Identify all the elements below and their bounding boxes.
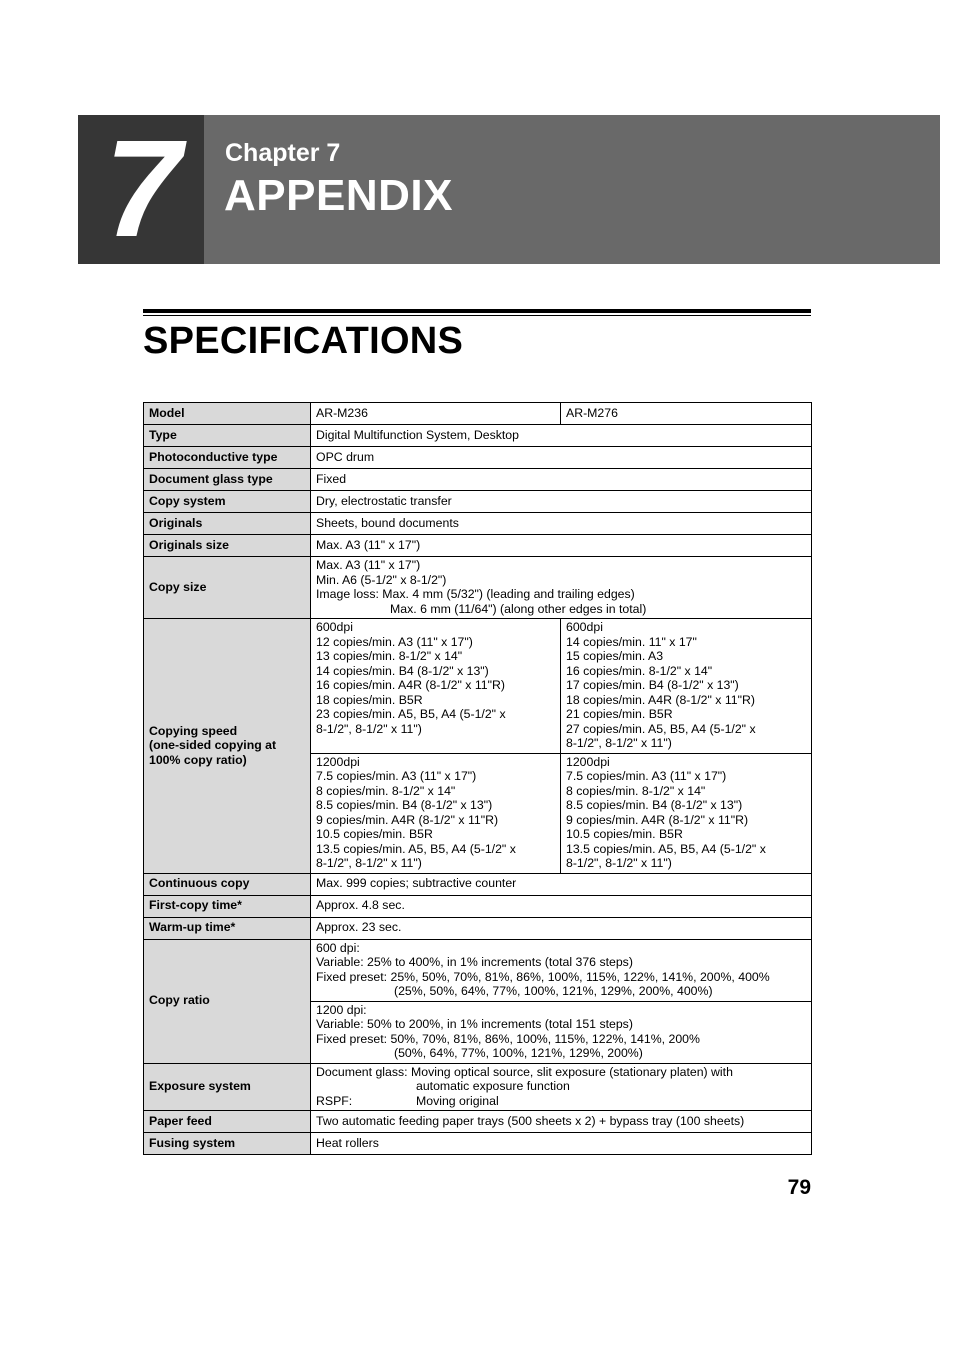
text-line: 8.5 copies/min. B4 (8-1/2" x 13") <box>316 798 493 812</box>
model-a: AR-M236 <box>311 403 561 425</box>
row-value: Approx. 4.8 sec. <box>311 895 812 917</box>
text-line <box>316 1094 806 1109</box>
row-value: Fixed <box>311 469 812 491</box>
table-row <box>144 447 812 469</box>
table-row <box>144 917 812 939</box>
text-line: Max. A3 (11" x 17") <box>316 558 421 572</box>
row-label: Originals <box>144 513 311 535</box>
text-line: Fixed preset: 25%, 50%, 70%, 81%, 86%, 100%, 115%, 122%, 141%, 200%, 400% <box>316 969 770 984</box>
row-value: Sheets, bound documents <box>311 513 812 535</box>
text-line: 16 copies/min. 8-1/2" x 14" <box>566 663 713 678</box>
chapter-banner <box>78 112 940 266</box>
row-value: Digital Multifunction System, Desktop <box>311 425 812 447</box>
text-line: Variable: 25% to 400%, in 1% increments (total 376 steps) <box>316 955 633 969</box>
row-label: Copy system <box>144 491 311 513</box>
section-rule-thick <box>143 309 811 313</box>
model-b: AR-M276 <box>561 403 812 425</box>
text-line: (50%, 64%, 77%, 100%, 121%, 129%, 200%) <box>394 1046 643 1060</box>
text-line: 23 copies/min. A5, B5, A4 (5-1/2" x <box>316 707 506 721</box>
label-line: 100% copy ratio) <box>149 752 247 767</box>
text-line: 8-1/2", 8-1/2" x 11") <box>566 736 672 750</box>
label-line: (one-sided copying at <box>149 738 277 752</box>
row-label: Document glass type <box>144 469 311 491</box>
row-label: Originals size <box>144 535 311 557</box>
text-line: 18 copies/min. A4R (8-1/2" x 11"R) <box>566 692 755 707</box>
text-line: 12 copies/min. A3 (11" x 17") <box>316 634 473 649</box>
chapter-label: Chapter 7 <box>225 139 341 167</box>
row-value: Dry, electrostatic transfer <box>311 491 812 513</box>
row-label: Type <box>144 425 311 447</box>
speed-1200-b <box>561 753 812 873</box>
section-rule-thin <box>143 315 811 316</box>
table-row <box>144 1063 812 1111</box>
row-label: Paper feed <box>144 1111 311 1133</box>
row-label: Copy size <box>144 557 311 619</box>
text-line: 1200 dpi: <box>316 1002 367 1017</box>
table-row <box>144 513 812 535</box>
table-row <box>144 939 812 1001</box>
speed-600-b <box>561 619 812 754</box>
text-line: Max. 6 mm (11/64") (along other edges in total) <box>390 601 647 616</box>
rspf-value: Moving original <box>416 1093 499 1108</box>
table-row <box>144 895 812 917</box>
text-line: (25%, 50%, 64%, 77%, 100%, 121%, 129%, 200%, 400%) <box>394 984 713 998</box>
table-row <box>144 1111 812 1133</box>
text-line: 15 copies/min. A3 <box>566 649 664 663</box>
text-line: 13 copies/min. 8-1/2" x 14" <box>316 649 463 663</box>
row-label <box>144 619 311 874</box>
table-row <box>144 619 812 754</box>
text-line: 14 copies/min. 11" x 17" <box>566 634 697 649</box>
text-line: 8 copies/min. 8-1/2" x 14" <box>566 783 706 798</box>
text-line: 600 dpi: <box>316 940 360 955</box>
text-line: 9 copies/min. A4R (8-1/2" x 11"R) <box>316 812 499 827</box>
text-line: 8 copies/min. 8-1/2" x 14" <box>316 783 456 798</box>
row-value: Two automatic feeding paper trays (500 sheets x 2) + bypass tray (100 sheets) <box>311 1111 812 1133</box>
chapter-number: 7 <box>104 112 178 266</box>
text-line: 10.5 copies/min. B5R <box>566 827 683 841</box>
table-row <box>144 1133 812 1155</box>
rspf-label: RSPF: <box>316 1093 353 1108</box>
table-row <box>144 469 812 491</box>
text-line: Fixed preset: 50%, 70%, 81%, 86%, 100%, 115%, 122%, 141%, 200% <box>316 1031 700 1046</box>
label-line: Copying speed <box>149 723 238 738</box>
table-row <box>144 403 812 425</box>
table-row <box>144 873 812 895</box>
row-value: Approx. 23 sec. <box>311 917 812 939</box>
row-value <box>311 557 812 619</box>
table-row <box>144 557 812 619</box>
text-line: 8.5 copies/min. B4 (8-1/2" x 13") <box>566 798 743 812</box>
row-value: Max. 999 copies; subtractive counter <box>311 873 812 895</box>
text-line: 9 copies/min. A4R (8-1/2" x 11"R) <box>566 812 749 827</box>
row-label: Warm-up time* <box>144 917 311 939</box>
ratio-1200 <box>311 1001 812 1063</box>
row-label: Continuous copy <box>144 873 311 895</box>
text-line: Document glass: Moving optical source, slit exposure (stationary platen) with <box>316 1064 733 1079</box>
row-value: Heat rollers <box>311 1133 812 1155</box>
ratio-600 <box>311 939 812 1001</box>
table-row <box>144 535 812 557</box>
text-line: 18 copies/min. B5R <box>316 692 423 707</box>
text-line: 16 copies/min. A4R (8-1/2" x 11"R) <box>316 678 505 692</box>
row-label: Model <box>144 403 311 425</box>
text-line: 1200dpi <box>316 754 360 769</box>
row-label: Copy ratio <box>144 939 311 1063</box>
row-label: Exposure system <box>144 1063 311 1111</box>
text-line: 8-1/2", 8-1/2" x 11") <box>316 721 422 736</box>
row-label: First-copy time* <box>144 895 311 917</box>
table-row <box>144 491 812 513</box>
text-line: Variable: 50% to 200%, in 1% increments (total 151 steps) <box>316 1017 633 1031</box>
page-number: 79 <box>787 1176 811 1199</box>
row-label: Fusing system <box>144 1133 311 1155</box>
text-line: 10.5 copies/min. B5R <box>316 827 433 841</box>
text-line: 13.5 copies/min. A5, B5, A4 (5-1/2" x <box>316 841 516 856</box>
table-row <box>144 425 812 447</box>
text-line: 600dpi <box>316 620 353 634</box>
text-line: 8-1/2", 8-1/2" x 11") <box>566 856 672 870</box>
row-value <box>311 1063 812 1111</box>
text-line: Image loss: Max. 4 mm (5/32") (leading and trailing edges) <box>316 587 635 601</box>
text-line: 8-1/2", 8-1/2" x 11") <box>316 856 422 870</box>
chapter-number-box <box>78 112 204 266</box>
row-label: Photoconductive type <box>144 447 311 469</box>
text-line: automatic exposure function <box>416 1079 570 1093</box>
text-line: 1200dpi <box>566 754 610 769</box>
section-title: SPECIFICATIONS <box>143 320 464 362</box>
speed-600-a <box>311 619 561 754</box>
text-line: 17 copies/min. B4 (8-1/2" x 13") <box>566 678 739 692</box>
text-line: 13.5 copies/min. A5, B5, A4 (5-1/2" x <box>566 841 766 856</box>
text-line: 7.5 copies/min. A3 (11" x 17") <box>566 769 727 783</box>
text-line: Min. A6 (5-1/2" x 8-1/2") <box>316 572 447 587</box>
chapter-title: APPENDIX <box>224 171 453 220</box>
speed-1200-a <box>311 753 561 873</box>
row-value: OPC drum <box>311 447 812 469</box>
text-line: 27 copies/min. A5, B5, A4 (5-1/2" x <box>566 721 756 736</box>
row-value: Max. A3 (11" x 17") <box>311 535 812 557</box>
text-line: 14 copies/min. B4 (8-1/2" x 13") <box>316 663 489 678</box>
specifications-table <box>143 402 812 1155</box>
text-line: 21 copies/min. B5R <box>566 707 673 721</box>
text-line: 7.5 copies/min. A3 (11" x 17") <box>316 769 477 783</box>
text-line: 600dpi <box>566 620 603 634</box>
